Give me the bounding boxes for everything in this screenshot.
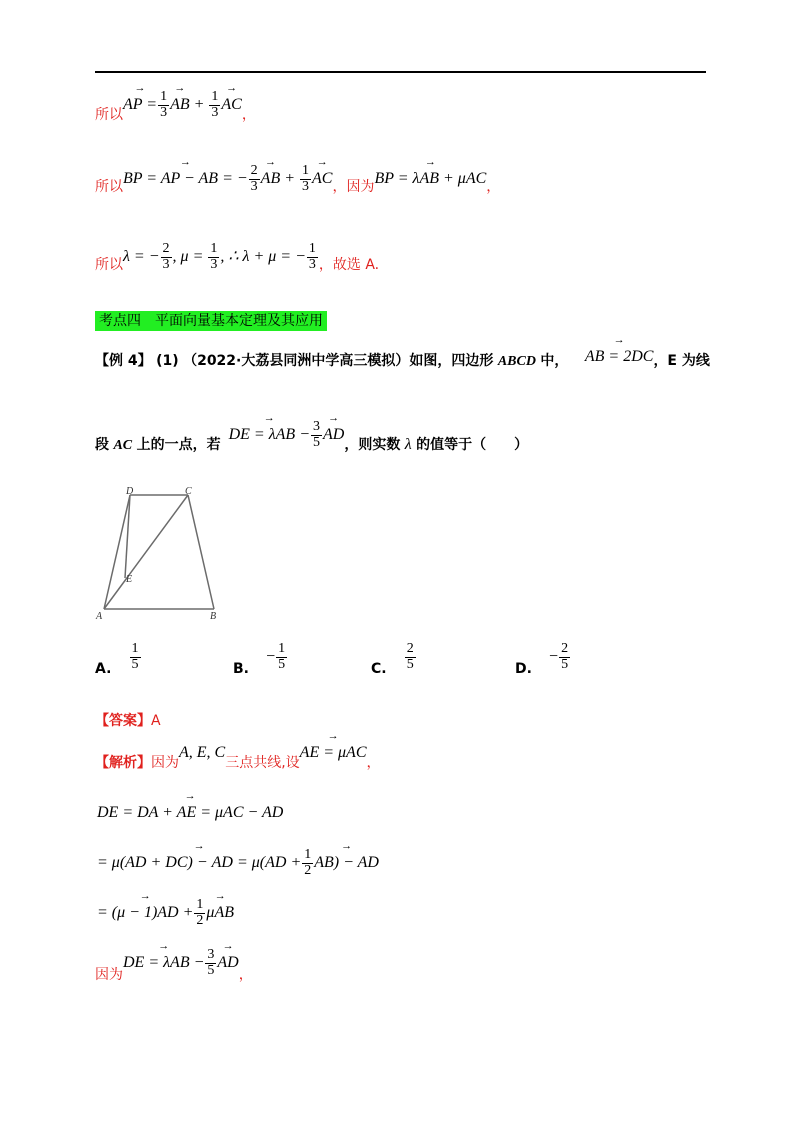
solution-line-1	[95, 89, 256, 130]
vector-bp-decomposition: → BP = λAB + μAC	[374, 170, 486, 188]
example-source: （2022·大荔县同洲中学高三模拟）如图，四边形	[183, 353, 494, 369]
section-heading	[95, 310, 327, 330]
plus: +	[280, 169, 300, 187]
fraction: $\frac{1}{3}$	[211, 89, 219, 120]
analysis-step-4	[95, 947, 253, 990]
option-d[interactable]	[515, 641, 571, 677]
text-yinwei: ，因为	[332, 178, 375, 195]
step-expression: → DE = DA + AE = μAC − AD	[97, 804, 283, 822]
text-suoyi: 所以	[95, 178, 123, 195]
vector-ab: → AB	[261, 170, 281, 188]
plus: +	[189, 95, 209, 113]
punct: ，	[241, 106, 256, 123]
vector-ad: → AD	[323, 426, 344, 444]
option-a[interactable]	[95, 641, 142, 677]
option-label: C.	[371, 660, 387, 677]
punct: ，	[238, 966, 253, 983]
step-expression: → μAB	[206, 904, 234, 922]
option-c[interactable]	[371, 641, 417, 677]
option-label: D.	[515, 660, 532, 677]
example-line-1	[95, 350, 710, 370]
text-suoyi: 所以	[95, 256, 123, 273]
text: 三点共线,设	[225, 755, 300, 771]
step-expression: → = (μ − 1)AD +	[97, 904, 193, 922]
analysis-step-3	[97, 898, 234, 928]
collinear-points: A, E, C	[179, 744, 226, 761]
analysis-step-1	[97, 804, 283, 822]
segment-cb	[188, 495, 214, 609]
punct: ，	[366, 755, 381, 771]
options-row	[95, 642, 695, 682]
vector-ap: → AP =	[123, 96, 157, 114]
fraction: $\frac{2}{3}$	[162, 241, 170, 272]
example-number: (1)	[156, 353, 179, 369]
vector-ac: → AC	[312, 170, 332, 188]
vector-ad: → AD	[217, 954, 238, 972]
fraction: $\frac{1}{2}$	[196, 897, 204, 928]
solution-line-3	[95, 241, 380, 280]
fraction: $\frac{1}{2}$	[304, 847, 312, 878]
text: 的值等于（ ）	[416, 436, 529, 453]
vector-ae-expression: → AE = μAC	[300, 744, 367, 762]
answer-line	[95, 710, 161, 730]
fraction: $\frac{1}{3}$	[160, 89, 168, 120]
text-yinwei: 因为	[95, 966, 123, 983]
vector-de-expression: → DE = λAB −	[229, 426, 310, 444]
analysis-line-1	[95, 744, 381, 772]
label-a: A	[96, 611, 103, 622]
text-yinwei: 因为	[151, 755, 179, 771]
label-e: E	[126, 574, 133, 585]
lambda-symbol: λ	[404, 435, 412, 453]
header-rule	[95, 71, 706, 73]
text-suoyi: 所以	[95, 106, 123, 123]
quad-name: ABCD	[497, 354, 536, 369]
analysis-step-2	[97, 848, 379, 878]
fraction: $\frac{1}{3}$	[308, 241, 316, 272]
punct: ，	[486, 178, 501, 195]
vector-bp-expression: → BP = AP − AB = −	[123, 170, 248, 188]
option-b[interactable]	[233, 641, 288, 677]
text: ，E 为线	[653, 353, 710, 369]
lambda-value: λ = −	[123, 247, 160, 265]
mu-value: , μ =	[172, 247, 208, 265]
text: ，则实数	[344, 436, 401, 453]
option-label: B.	[233, 660, 249, 677]
fraction: $\frac{2}{5}$	[561, 641, 569, 672]
condition-ab-2dc: → AB = 2DC	[585, 348, 654, 366]
trapezoid-figure	[92, 485, 232, 625]
option-sign: −	[549, 647, 559, 665]
sum-expression: , ∴ λ + μ = −	[220, 247, 306, 265]
step-expression: → AB) − AD	[314, 854, 379, 872]
answer-value: A	[151, 713, 161, 729]
fraction: $\frac{2}{3}$	[250, 163, 258, 194]
fraction: $\frac{1}{5}$	[278, 641, 286, 672]
vector-ab: → AB	[170, 96, 190, 114]
step-expression: → DE = λAB −	[123, 954, 204, 972]
conclusion-text: ，故选 A.	[318, 256, 380, 273]
vector-ac: → AC	[221, 96, 241, 114]
example-tag: 【例 4】	[95, 353, 152, 369]
option-label: A.	[95, 660, 112, 677]
answer-tag: 【答案】	[95, 713, 151, 729]
text: 上的一点，若	[136, 436, 221, 453]
solution-line-2	[95, 163, 501, 202]
text: 中，	[540, 353, 569, 369]
option-sign: −	[266, 647, 276, 665]
label-d: D	[126, 486, 134, 497]
fraction: $\frac{1}{5}$	[131, 641, 139, 672]
section-heading-text: 考点四 平面向量基本定理及其应用	[95, 311, 327, 331]
fraction: $\frac{3}{5}$	[207, 947, 215, 978]
fraction: $\frac{1}{3}$	[302, 163, 310, 194]
fraction: $\frac{2}{5}$	[406, 641, 414, 672]
example-line-2	[95, 419, 529, 460]
label-c: C	[185, 486, 192, 497]
step-expression: → = μ(AD + DC) − AD = μ(AD +	[97, 854, 301, 872]
text: 段	[95, 436, 109, 453]
analysis-tag: 【解析】	[95, 755, 151, 771]
fraction: $\frac{1}{3}$	[210, 241, 218, 272]
fraction: $\frac{3}{5}$	[313, 419, 320, 450]
label-b: B	[210, 611, 217, 622]
segment-ac: AC	[113, 437, 133, 453]
